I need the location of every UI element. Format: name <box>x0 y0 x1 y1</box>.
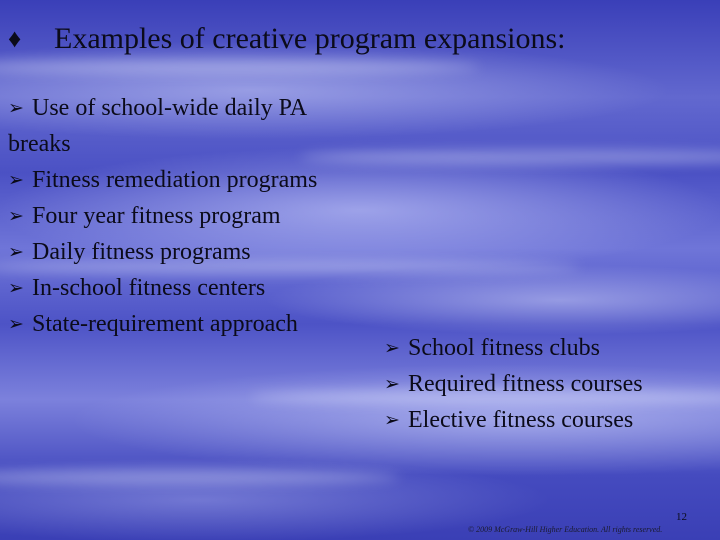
list-item-text: In-school fitness centers <box>32 275 266 301</box>
arrow-bullet-icon: ➢ <box>8 277 24 299</box>
list-item-text: State-requirement approach <box>32 311 298 337</box>
list-item-text: Elective fitness courses <box>408 407 634 433</box>
arrow-bullet-icon: ➢ <box>384 409 400 431</box>
list-item <box>8 270 398 306</box>
arrow-bullet-icon: ➢ <box>8 313 24 335</box>
list-item <box>8 306 398 342</box>
list-item-text-continued: breaks <box>8 131 71 157</box>
list-item <box>384 402 714 438</box>
list-item-text: Four year fitness program <box>32 203 281 229</box>
list-item <box>8 90 398 162</box>
list-item <box>8 234 398 270</box>
list-item <box>384 366 714 402</box>
slide-title-text: Examples of creative program expansions: <box>54 22 566 55</box>
right-bullet-list <box>384 330 714 438</box>
page-number: 12 <box>676 511 687 523</box>
list-item-text: Use of school-wide daily PA <box>32 95 308 121</box>
list-item-text: Required fitness courses <box>408 371 643 397</box>
arrow-bullet-icon: ➢ <box>8 97 24 119</box>
list-item-text: School fitness clubs <box>408 335 600 361</box>
arrow-bullet-icon: ➢ <box>8 169 24 191</box>
list-item <box>8 162 398 198</box>
list-item-text: Fitness remediation programs <box>32 167 318 193</box>
copyright-notice: © 2009 McGraw-Hill Higher Education. All rights reserved. <box>468 525 663 534</box>
diamond-bullet-icon: ♦ <box>8 24 22 53</box>
arrow-bullet-icon: ➢ <box>384 373 400 395</box>
list-item <box>384 330 714 366</box>
arrow-bullet-icon: ➢ <box>8 205 24 227</box>
arrow-bullet-icon: ➢ <box>384 337 400 359</box>
list-item-text: Daily fitness programs <box>32 239 251 265</box>
arrow-bullet-icon: ➢ <box>8 241 24 263</box>
slide-title <box>8 22 566 56</box>
list-item <box>8 198 398 234</box>
cloud-streak <box>0 470 400 484</box>
left-bullet-list <box>8 90 398 342</box>
cloud-streak <box>0 60 480 74</box>
